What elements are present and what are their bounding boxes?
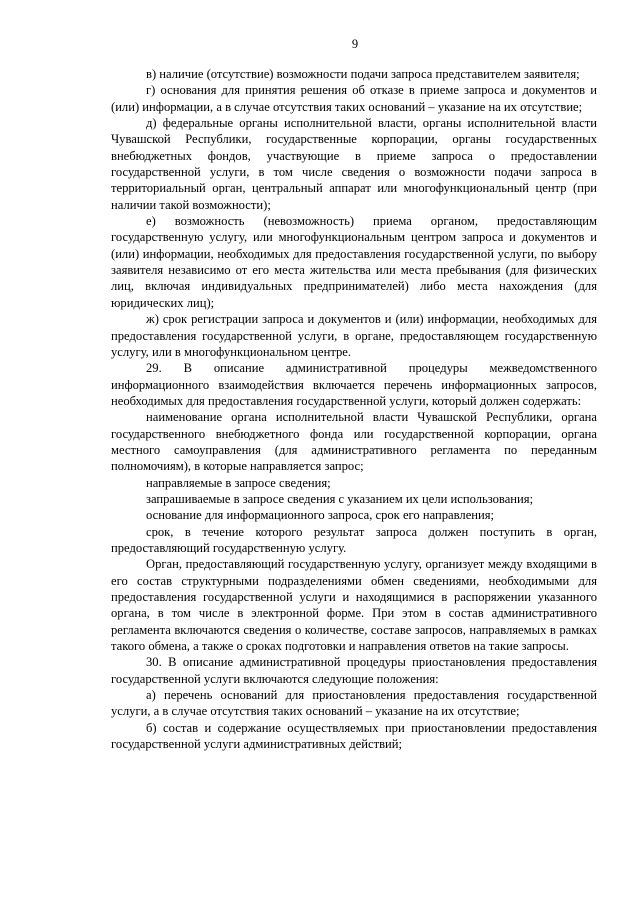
paragraph: срок, в течение которого результат запроса должен поступить в орган, предоставляющий государственную услугу. (111, 524, 597, 555)
page-number: 9 (351, 37, 359, 51)
paragraph: а) перечень оснований для приостановления предоставления государственной услуги, а в случае отсутствия таких оснований – указание на их отсутствие; (111, 688, 597, 719)
paragraph: направляемые в запросе сведения; (146, 475, 331, 490)
paragraph: наименование органа исполнительной власти Чувашской Республики, органа государственного внебюджетного фонда или государственной корпорации, органа местного самоуправления (для административного регламента по переданным полномочиям), в которые направляется запрос; (111, 410, 597, 474)
paragraph: д) федеральные органы исполнительной власти, органы исполнительной власти Чувашской Республики, государственные корпорации, органы государственных внебюджетных фондов, участвующие в приеме запроса о предоставлении государственной услуги, в том числе сведения о возможности подачи запроса в территориальный орган, центральный аппарат или многофункциональный центр (при наличии такой возможности); (111, 116, 597, 212)
paragraph: запрашиваемые в запросе сведения с указанием их цели использования; (146, 491, 534, 506)
paragraph: е) возможность (невозможность) приема органом, предоставляющим государственную услугу, или многофункциональным центром запроса и документов и (или) информации, необходимых для предоставления государственной услуги, по выбору заявителя независимо от его места жительства или места пребывания (для физических лиц, включая индивидуальных предпринимателей) либо места нахождения (для юридических лиц); (111, 214, 597, 310)
paragraph: ж) срок регистрации запроса и документов и (или) информации, необходимых для предоставления государственной услуги, в органе, предоставляющем государственную услугу, или в многофункциональном центре. (111, 312, 597, 359)
paragraph: б) состав и содержание осуществляемых при приостановлении предоставления государственной услуги административных действий; (111, 720, 597, 752)
paragraph: в) наличие (отсутствие) возможности подачи запроса представителем заявителя; (146, 67, 580, 81)
paragraph: 30. В описание административной процедуры приостановления предоставления государственной услуги включаются следующие положения: (111, 655, 597, 686)
paragraph: г) основания для принятия решения об отказе в приеме запроса и документов и (или) информации, а в случае отсутствия таких оснований – указание на их отсутствие; (111, 83, 597, 114)
paragraph: 29. В описание административной процедуры межведомственного информационного взаимодействия включается перечень информационных запросов, необходимых для предоставления государственной услуги, который должен содержать: (111, 361, 597, 408)
document-body (111, 66, 597, 752)
paragraph: основание для информационного запроса, срок его направления; (146, 508, 495, 523)
paragraph: Орган, предоставляющий государственную услугу, организует между входящими в его состав структурными подразделениями обмен сведениями, необходимыми для предоставления государственной услуги и находящимися в распоряжении указанного органа, в том числе в электронной форме. При этом в состав административного регламента включаются сведения о количестве, составе запросов, направляемых в рамках такого обмена, а также о сроках подготовки и направления ответов на такие запросы. (111, 557, 597, 654)
